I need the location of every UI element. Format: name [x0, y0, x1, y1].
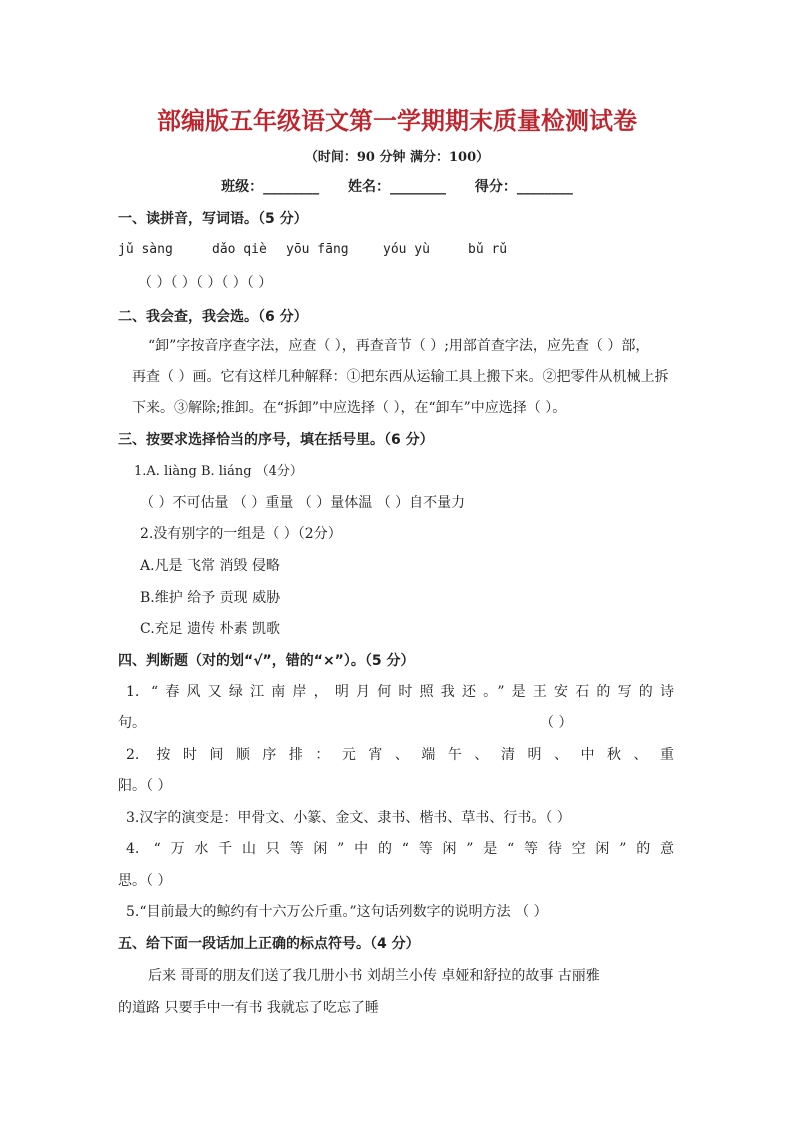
- section3-q1-blanks: （ ）不可估量 （ ）重量 （ ）量体温 （ ）自不量力: [140, 495, 466, 511]
- pinyin-item: yōu fāng: [286, 242, 349, 257]
- section5-line1: 后来 哥哥的朋友们送了我几册小书 刘胡兰小传 卓娅和舒拉的故事 古丽雅: [148, 968, 600, 984]
- pinyin-item: jǔ sàng: [118, 242, 173, 257]
- section3-heading: 三、按要求选择恰当的序号，填在括号里。（6 分）: [118, 432, 434, 448]
- section5-heading: 五、给下面一段话加上正确的标点符号。（4 分）: [118, 936, 420, 952]
- section1-heading: 一、读拼音，写词语。（5 分）: [118, 211, 308, 227]
- student-info-line: [0, 176, 794, 196]
- section3-option-a: A.凡是 飞常 消毁 侵略: [140, 558, 280, 574]
- pinyin-item: dǎo qiè: [212, 242, 267, 257]
- section4-q1-paren: （ ）: [540, 715, 573, 731]
- section2-heading: 二、我会查，我会选。（6 分）: [118, 309, 308, 325]
- score-field-label: 得分：________: [474, 179, 573, 195]
- section4-heading: 四、判断题（对的划“√”，错的“×”）。（5 分）: [118, 653, 415, 669]
- exam-title: 部编版五年级语文第一学期期末质量检测试卷: [157, 107, 637, 135]
- section3-option-b: B.维护 给予 贡现 威胁: [140, 590, 281, 606]
- section4-q4-line2: 思。（ ）: [118, 873, 172, 889]
- section5-line2: 的道路 只要手中一有书 我就忘了吃忘了睡: [118, 1000, 379, 1016]
- section2-line3: 下来。③解除;推卸。在“拆卸”中应选择（ ），在“卸车”中应选择（ ）。: [132, 400, 567, 416]
- section4-q2-line1: 2. 按时间顺序排：元宵、端午、清明、中秋、重: [126, 747, 674, 763]
- name-field-label: 姓名：________: [348, 179, 446, 195]
- section4-q2-line2: 阳。（ ）: [118, 778, 172, 794]
- section4-q1-line1: 1. “春风又绿江南岸，明月何时照我还。”是王安石的写的诗: [126, 684, 674, 700]
- section4-q4-line1: 4. “万水千山只等闲”中的“等闲”是“等待空闲”的意: [126, 841, 674, 857]
- section2-line1: “卸”字按音序查字法，应查（ ），再查音节（ ）;用部首查字法，应先查（ ）部，: [148, 338, 650, 354]
- section2-line2: 再查（ ）画。它有这样几种解释：①把东西从运输工具上搬下来。②把零件从机械上拆: [132, 369, 669, 385]
- section3-q1: 1.A. liàng B. liáng （4分）: [134, 464, 303, 479]
- class-field-label: 班级：________: [221, 179, 320, 195]
- pinyin-item: bǔ rǔ: [468, 242, 508, 257]
- section4-q5: 5.“目前最大的鲸约有十六万公斤重。”这句话列数字的说明方法 （ ）: [126, 904, 548, 920]
- section4-q1-line2: 句。: [118, 715, 146, 731]
- section3-option-c: C.充足 遗传 朴素 凯歌: [140, 621, 281, 637]
- pinyin-answer-brackets: （ ）（ ）（ ）（ ）（ ）: [138, 275, 273, 291]
- exam-subtitle: （时间：90 分钟 满分：100）: [304, 150, 490, 165]
- section4-q3: 3.汉字的演变是：甲骨文、小篆、金文、隶书、楷书、草书、行书。（ ）: [126, 810, 571, 826]
- pinyin-item: yóu yù: [383, 242, 430, 257]
- section3-q2: 2.没有别字的一组是（ ）（2分）: [140, 526, 342, 542]
